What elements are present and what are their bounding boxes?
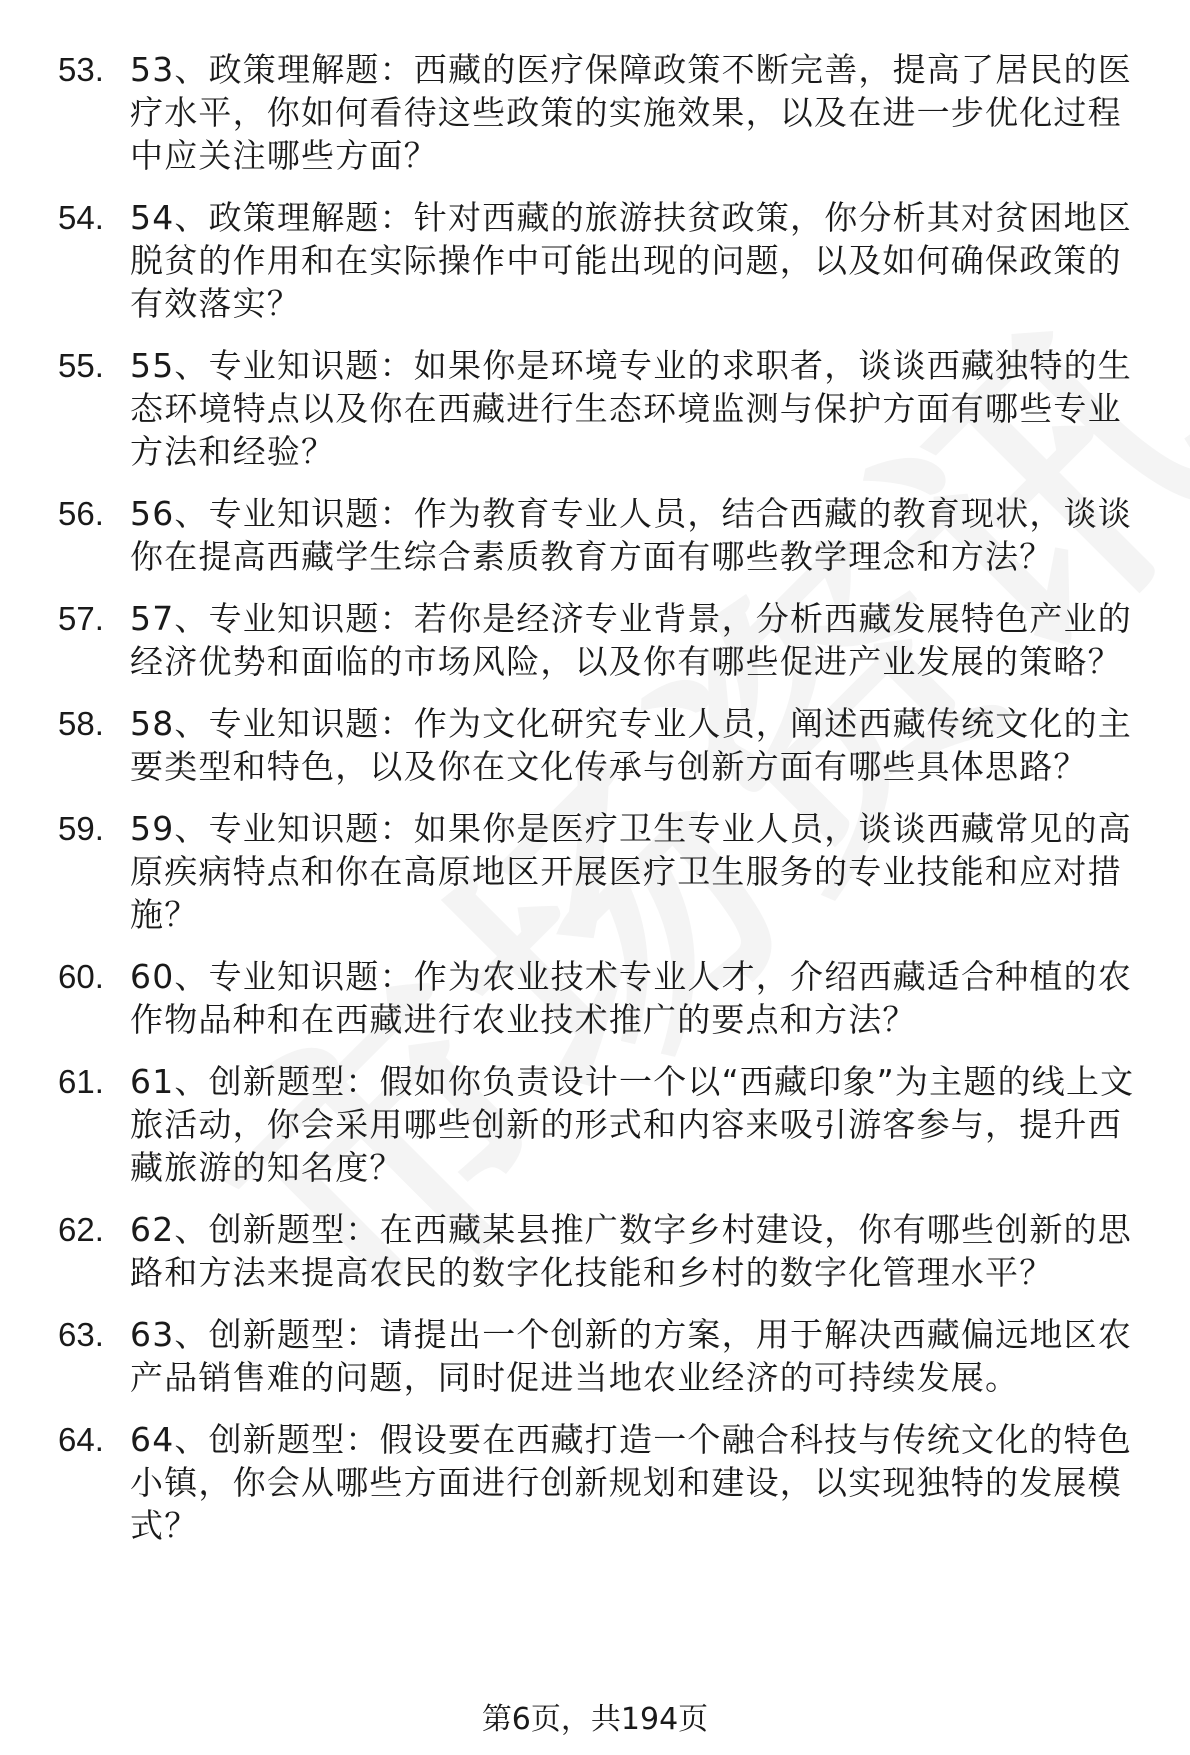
question-text: 57、专业知识题：若你是经济专业背景，分析西藏发展特色产业的经济优势和面临的市场风险，以及你有哪些促进产业发展的策略？ [130,599,1132,681]
question-text: 62、创新题型：在西藏某县推广数字乡村建设，你有哪些创新的思路和方法来提高农民的数字化技能和乡村的数字化管理水平？ [130,1210,1132,1292]
question-item [58,1060,1148,1189]
question-item [58,344,1148,473]
question-number: 63. [58,1316,104,1353]
question-number: 55. [58,347,104,384]
question-list [58,48,1148,1566]
question-text: 53、政策理解题：西藏的医疗保障政策不断完善，提高了居民的医疗水平，你如何看待这些政策的实施效果，以及在进一步优化过程中应关注哪些方面？ [130,50,1132,175]
question-text: 64、创新题型：假设要在西藏打造一个融合科技与传统文化的特色小镇，你会从哪些方面进行创新规划和建设，以实现独特的发展模式？ [130,1420,1132,1545]
question-item [58,196,1148,325]
question-item [58,597,1148,683]
question-number: 64. [58,1421,104,1458]
question-text: 61、创新题型：假如你负责设计一个以“西藏印象”为主题的线上文旅活动，你会采用哪些创新的形式和内容来吸引游客参与，提升西藏旅游的知名度？ [130,1062,1135,1187]
question-item [58,1208,1148,1294]
question-text: 59、专业知识题：如果你是医疗卫生专业人员，谈谈西藏常见的高原疾病特点和你在高原地区开展医疗卫生服务的专业技能和应对措施？ [130,809,1132,934]
question-item [58,492,1148,578]
question-item [58,807,1148,936]
question-number: 62. [58,1211,104,1248]
question-item [58,955,1148,1041]
page-footer: 第6页，共194页 [481,1702,709,1737]
question-number: 57. [58,600,104,637]
question-text: 60、专业知识题：作为农业技术专业人才，介绍西藏适合种植的农作物品种和在西藏进行农业技术推广的要点和方法？ [130,957,1132,1039]
question-number: 61. [58,1063,104,1100]
question-text: 54、政策理解题：针对西藏的旅游扶贫政策，你分析其对贫困地区脱贫的作用和在实际操作中可能出现的问题，以及如何确保政策的有效落实？ [130,198,1132,323]
question-item [58,1418,1148,1547]
question-item [58,702,1148,788]
question-item [58,1313,1148,1399]
question-item [58,48,1148,177]
question-number: 54. [58,199,104,236]
question-number: 56. [58,495,104,532]
question-number: 60. [58,958,104,995]
question-number: 59. [58,810,104,847]
question-text: 55、专业知识题：如果你是环境专业的求职者，谈谈西藏独特的生态环境特点以及你在西藏进行生态环境监测与保护方面有哪些专业方法和经验？ [130,346,1132,471]
question-text: 63、创新题型：请提出一个创新的方案，用于解决西藏偏远地区农产品销售难的问题，同时促进当地农业经济的可持续发展。 [130,1315,1132,1397]
question-text: 56、专业知识题：作为教育专业人员，结合西藏的教育现状，谈谈你在提高西藏学生综合素质教育方面有哪些教学理念和方法？ [130,494,1132,576]
question-number: 53. [58,51,104,88]
question-text: 58、专业知识题：作为文化研究专业人员，阐述西藏传统文化的主要类型和特色，以及你在文化传承与创新方面有哪些具体思路？ [130,704,1132,786]
question-number: 58. [58,705,104,742]
